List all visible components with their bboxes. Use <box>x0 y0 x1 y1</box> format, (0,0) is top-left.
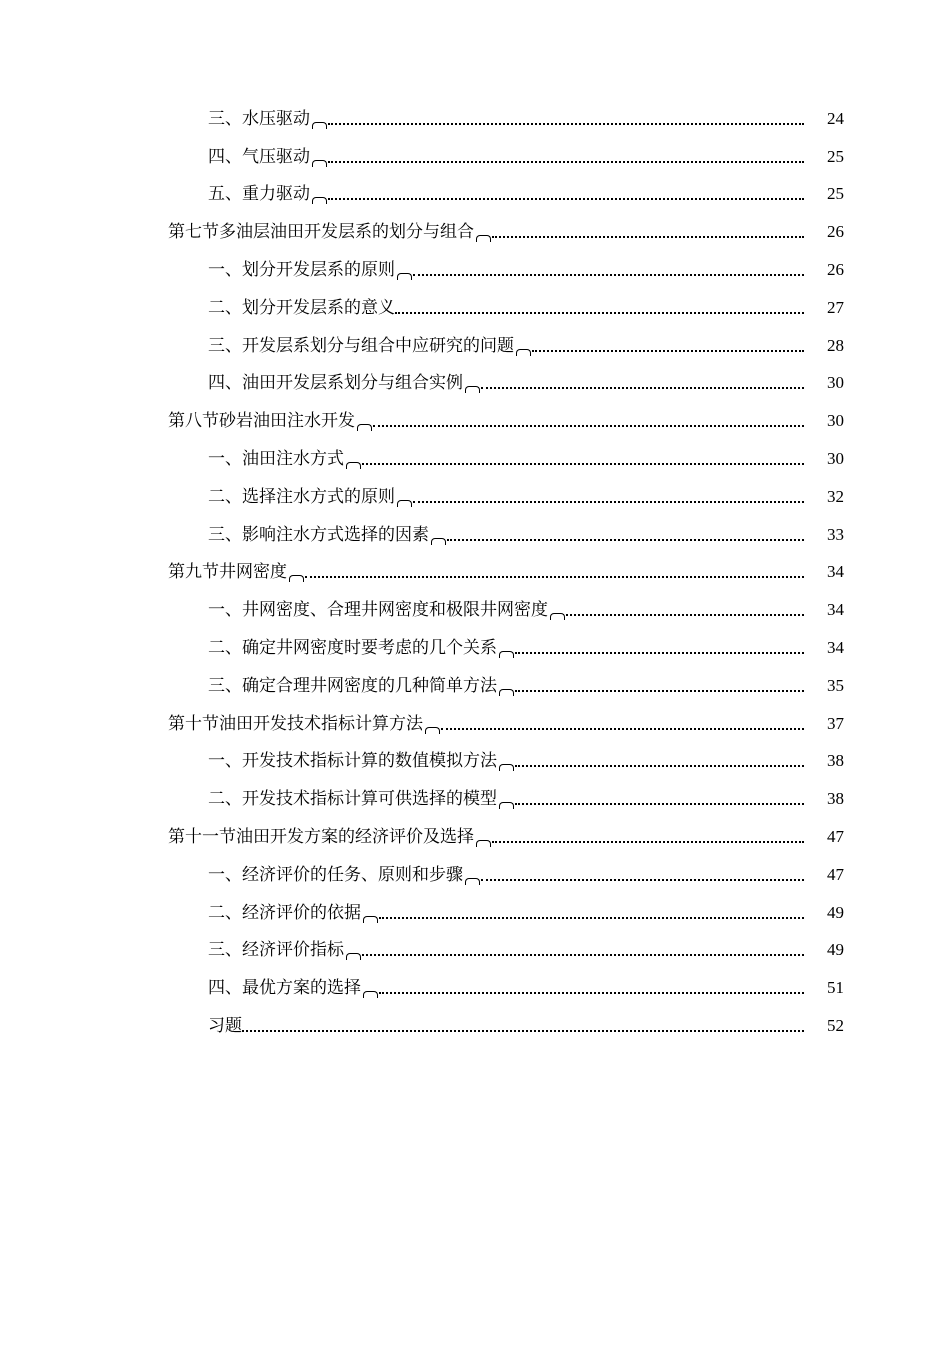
toc-entry-title: 四、最优方案的选择 <box>208 978 361 999</box>
toc-page-number: 34 <box>827 600 844 620</box>
toc-page-number: 51 <box>827 978 844 998</box>
toc-entry-title: 三、开发层系划分与组合中应研究的问题 <box>208 335 514 356</box>
toc-page-number: 33 <box>827 524 844 544</box>
toc-entry-title: 一、经济评价的任务、原则和步骤 <box>208 864 463 885</box>
toc-entry-title: 二、确定井网密度时要考虑的几个关系 <box>208 637 497 658</box>
anchor-mark-icon <box>424 722 441 734</box>
toc-page-number: 27 <box>827 297 844 317</box>
anchor-mark-icon <box>498 684 515 696</box>
toc-page-number: 35 <box>827 675 844 695</box>
anchor-mark-icon <box>345 948 362 960</box>
toc-entry-title: 一、油田注水方式 <box>208 448 344 469</box>
toc-section-entry[interactable] <box>168 393 844 431</box>
toc-subsection-entry[interactable] <box>168 771 844 809</box>
anchor-mark-icon <box>311 117 328 129</box>
toc-entry-title: 三、水压驱动 <box>208 108 310 129</box>
dot-leader <box>379 903 804 923</box>
toc-entry-title: 二、开发技术指标计算可供选择的模型 <box>208 789 497 810</box>
toc-page-number: 28 <box>827 335 844 355</box>
toc-entry-title: 四、油田开发层系划分与组合实例 <box>208 373 463 394</box>
toc-page-number: 30 <box>827 373 844 393</box>
dot-leader <box>566 600 804 620</box>
toc-entry-title: 第十一节油田开发方案的经济评价及选择 <box>168 826 474 847</box>
anchor-mark-icon <box>362 986 379 998</box>
anchor-mark-icon <box>475 230 492 242</box>
dot-leader <box>441 714 804 734</box>
toc-section-entry[interactable] <box>168 696 844 734</box>
anchor-mark-icon <box>345 457 362 469</box>
toc-section-entry[interactable] <box>168 204 844 242</box>
toc-page-number: 26 <box>827 259 844 279</box>
toc-subsection-entry[interactable] <box>168 923 844 961</box>
toc-page-number: 38 <box>827 789 844 809</box>
toc-subsection-entry[interactable] <box>168 431 844 469</box>
dot-leader <box>515 789 804 809</box>
dot-leader <box>481 373 804 393</box>
anchor-mark-icon <box>498 759 515 771</box>
dot-leader <box>379 978 804 998</box>
dot-leader <box>532 336 804 356</box>
toc-entry-title: 三、确定合理井网密度的几种简单方法 <box>208 675 497 696</box>
anchor-mark-icon <box>464 873 481 885</box>
toc-entry-title: 第七节多油层油田开发层系的划分与组合 <box>168 222 474 243</box>
toc-subsection-entry[interactable] <box>168 318 844 356</box>
toc-page-number: 25 <box>827 146 844 166</box>
toc-entry-title: 第八节砂岩油田注水开发 <box>168 411 355 432</box>
toc-page-number: 30 <box>827 448 844 468</box>
toc-subsection-entry[interactable] <box>168 507 844 545</box>
toc-page-number: 26 <box>827 222 844 242</box>
anchor-mark-icon <box>396 495 413 507</box>
dot-leader <box>515 638 804 658</box>
dot-leader <box>362 449 804 469</box>
anchor-mark-icon <box>475 835 492 847</box>
dot-leader <box>515 676 804 696</box>
toc-entry-title: 五、重力驱动 <box>208 184 310 205</box>
toc-subsection-entry[interactable] <box>168 885 844 923</box>
toc-page-number: 37 <box>827 713 844 733</box>
toc-section-entry[interactable] <box>168 545 844 583</box>
toc-entry-title: 三、影响注水方式选择的因素 <box>208 524 429 545</box>
toc-page-number: 49 <box>827 940 844 960</box>
toc-subsection-entry[interactable] <box>168 242 844 280</box>
dot-leader <box>395 298 804 318</box>
toc-page-number: 24 <box>827 108 844 128</box>
dot-leader <box>413 487 804 507</box>
toc-subsection-entry[interactable] <box>168 356 844 394</box>
dot-leader <box>481 865 804 885</box>
anchor-mark-icon <box>515 344 532 356</box>
dot-leader <box>373 411 804 431</box>
dot-leader <box>305 562 804 582</box>
toc-subsection-entry[interactable] <box>168 167 844 205</box>
anchor-mark-icon <box>362 911 379 923</box>
anchor-mark-icon <box>311 155 328 167</box>
dot-leader <box>362 940 804 960</box>
toc-page-number: 30 <box>827 411 844 431</box>
dot-leader <box>515 751 804 771</box>
toc-entry-title: 习题 <box>208 1015 242 1036</box>
toc-entry-title: 二、划分开发层系的意义 <box>208 297 395 318</box>
toc-subsection-entry[interactable] <box>168 469 844 507</box>
anchor-mark-icon <box>430 533 447 545</box>
toc-section-entry[interactable] <box>168 809 844 847</box>
toc-page-number: 25 <box>827 184 844 204</box>
toc-entry-title: 四、气压驱动 <box>208 146 310 167</box>
anchor-mark-icon <box>288 570 305 582</box>
toc-subsection-entry[interactable] <box>168 129 844 167</box>
toc-subsection-entry[interactable] <box>168 998 844 1036</box>
toc-page-number: 49 <box>827 902 844 922</box>
toc-subsection-entry[interactable] <box>168 280 844 318</box>
toc-subsection-entry[interactable] <box>168 658 844 696</box>
toc-page-number: 47 <box>827 826 844 846</box>
dot-leader <box>328 184 804 204</box>
toc-subsection-entry[interactable] <box>168 582 844 620</box>
toc-entry-title: 一、开发技术指标计算的数值模拟方法 <box>208 751 497 772</box>
anchor-mark-icon <box>311 192 328 204</box>
dot-leader <box>242 1016 804 1036</box>
dot-leader <box>447 525 804 545</box>
dot-leader <box>492 827 804 847</box>
toc-entry-title: 三、经济评价指标 <box>208 940 344 961</box>
toc-entry-title: 二、经济评价的依据 <box>208 902 361 923</box>
toc-subsection-entry[interactable] <box>168 960 844 998</box>
toc-entry-title: 第十节油田开发技术指标计算方法 <box>168 713 423 734</box>
table-of-contents <box>168 91 844 1036</box>
toc-page-number: 52 <box>827 1015 844 1035</box>
toc-page-number: 47 <box>827 864 844 884</box>
toc-subsection-entry[interactable] <box>168 847 844 885</box>
anchor-mark-icon <box>498 797 515 809</box>
toc-entry-title: 二、选择注水方式的原则 <box>208 486 395 507</box>
toc-page-number: 34 <box>827 562 844 582</box>
anchor-mark-icon <box>549 608 566 620</box>
toc-subsection-entry[interactable] <box>168 91 844 129</box>
anchor-mark-icon <box>396 268 413 280</box>
dot-leader <box>492 222 804 242</box>
anchor-mark-icon <box>464 381 481 393</box>
toc-page-number: 34 <box>827 637 844 657</box>
toc-entry-title: 一、井网密度、合理井网密度和极限井网密度 <box>208 600 548 621</box>
anchor-mark-icon <box>356 419 373 431</box>
toc-entry-title: 第九节井网密度 <box>168 562 287 583</box>
toc-page-number: 38 <box>827 751 844 771</box>
dot-leader <box>413 260 804 280</box>
toc-entry-title: 一、划分开发层系的原则 <box>208 259 395 280</box>
anchor-mark-icon <box>498 646 515 658</box>
toc-page-number: 32 <box>827 486 844 506</box>
toc-subsection-entry[interactable] <box>168 734 844 772</box>
toc-subsection-entry[interactable] <box>168 620 844 658</box>
dot-leader <box>328 147 804 167</box>
dot-leader <box>328 109 804 129</box>
